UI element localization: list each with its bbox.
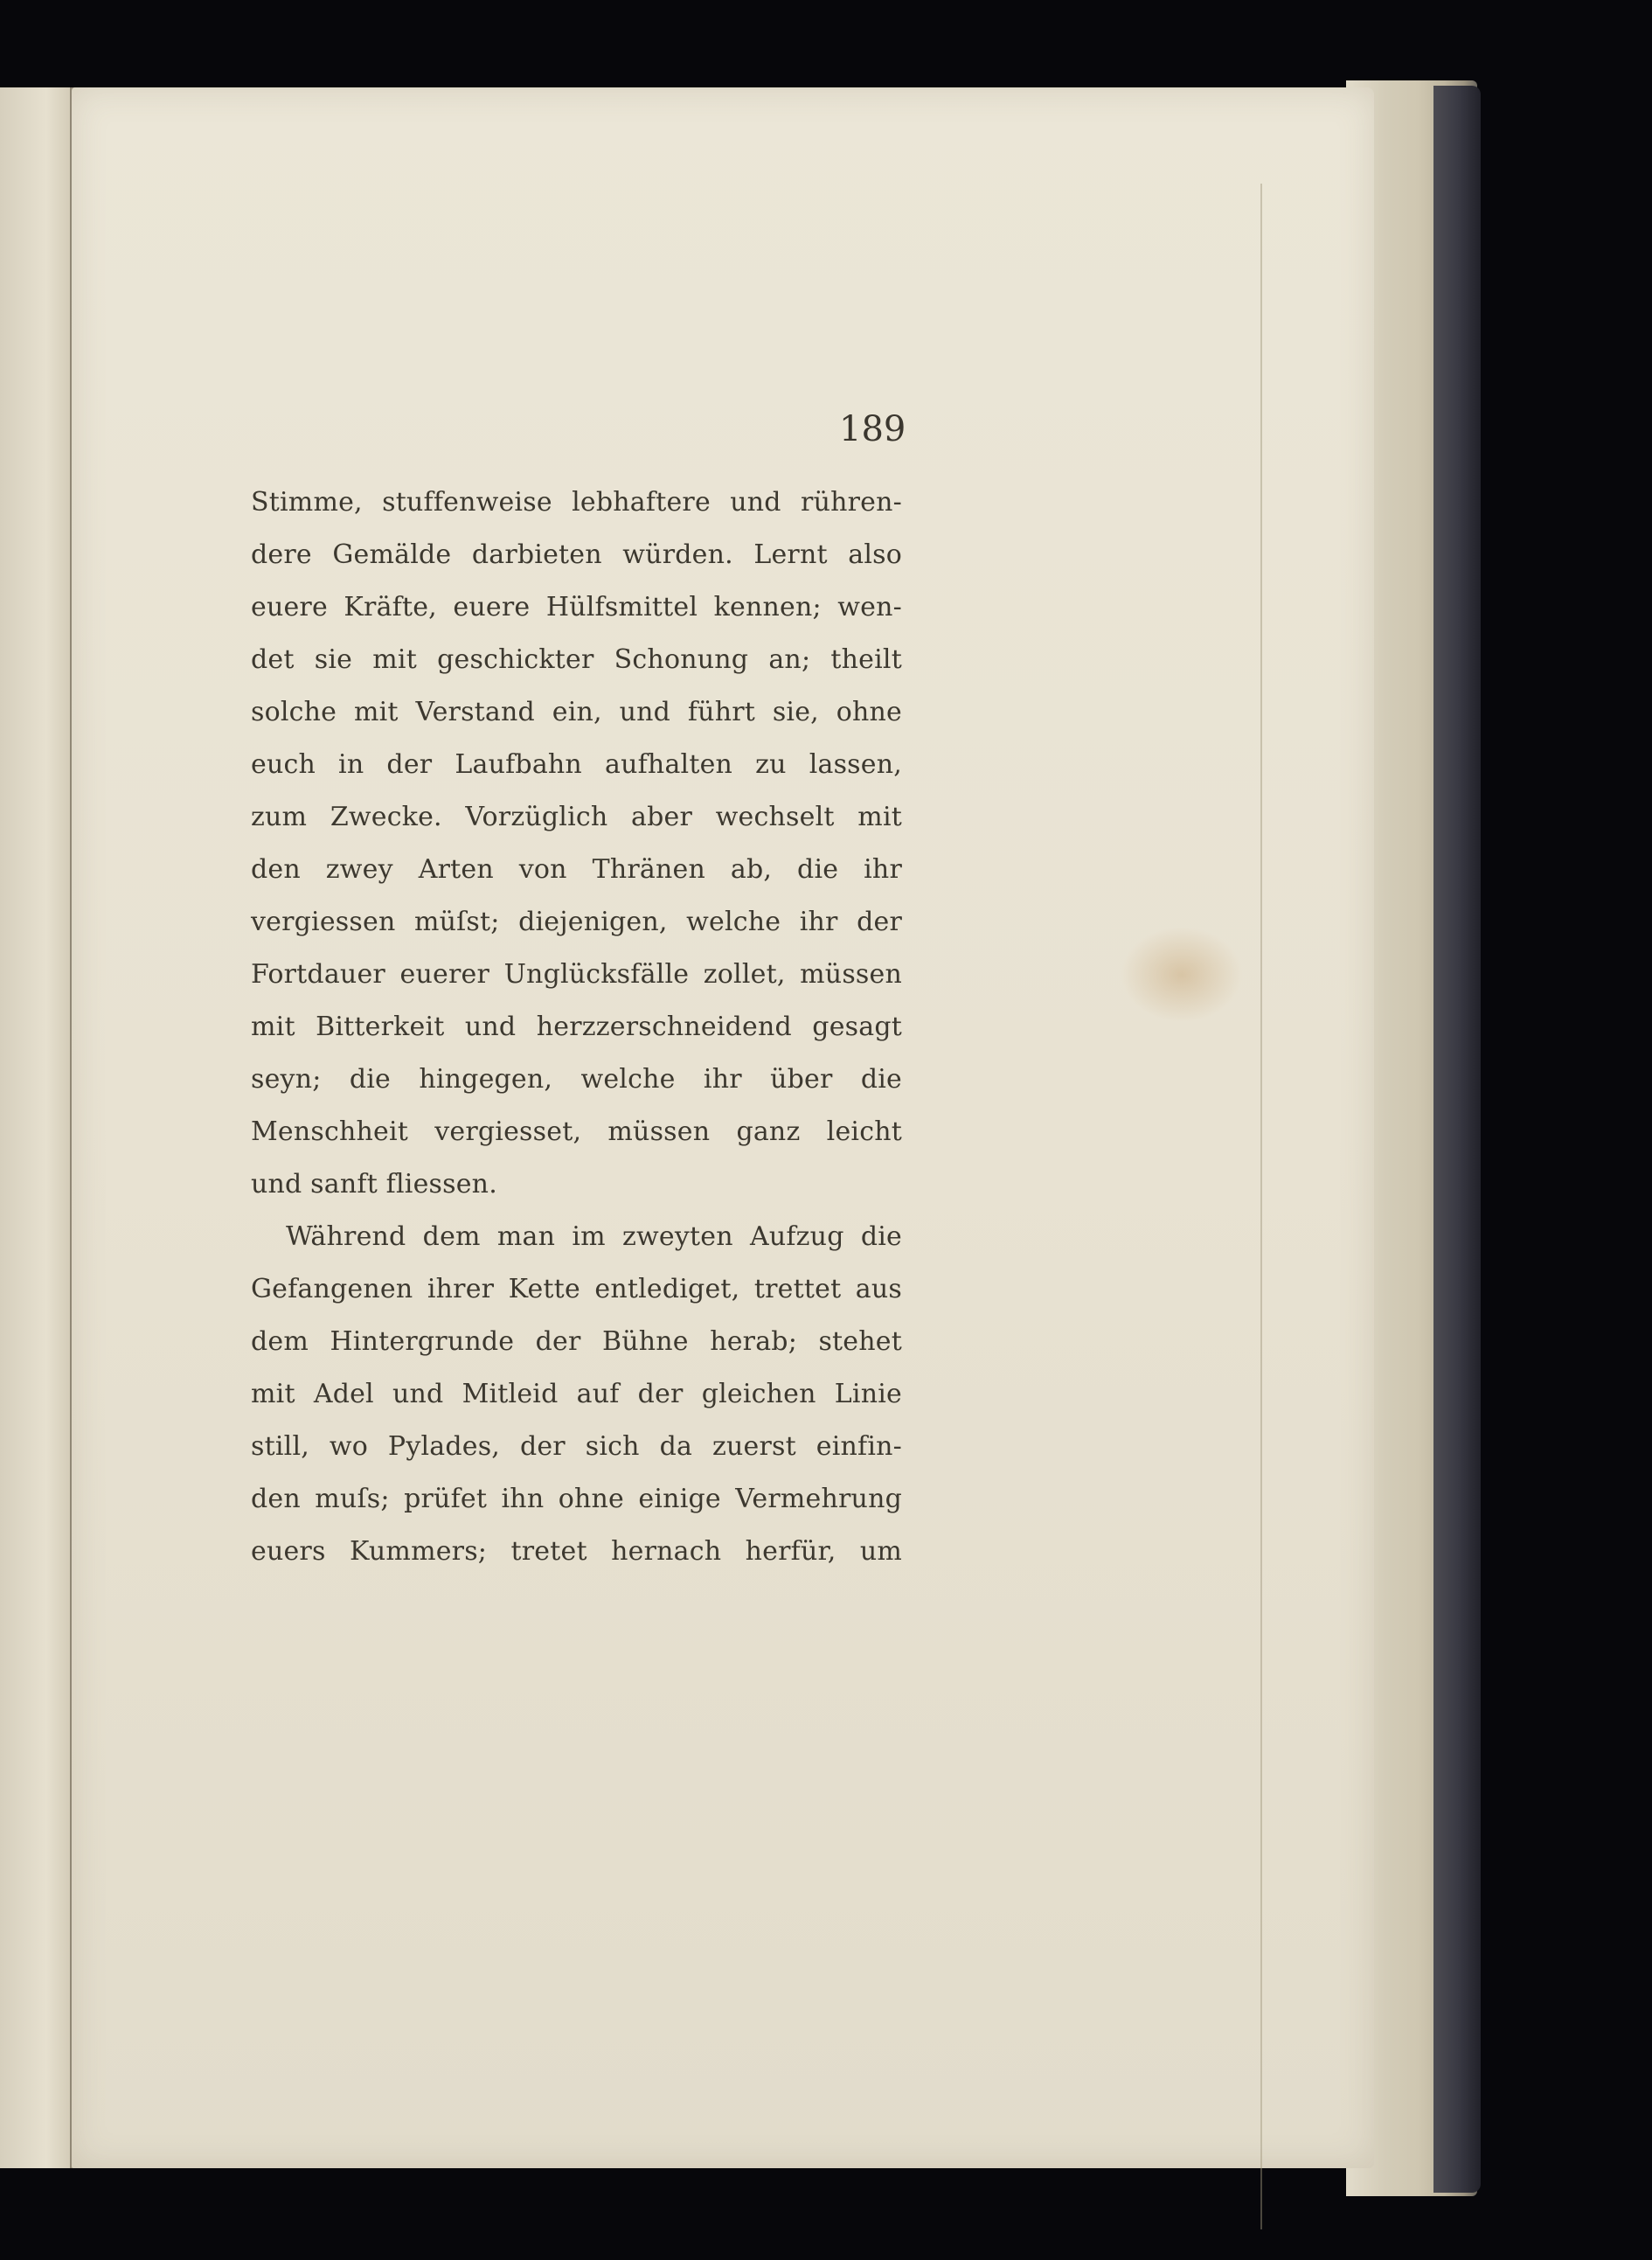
text-line: seyn; die hingegen, welche ihr über die bbox=[251, 1064, 902, 1095]
text-line: euch in der Laufbahn aufhalten zu lassen, bbox=[251, 749, 902, 780]
text-line: zum Zwecke. Vorzüglich aber wechselt mit bbox=[251, 802, 902, 832]
text-line: Stimme, stuffenweise lebhaftere und rühren- bbox=[251, 487, 902, 518]
text-line: den muſs; prüfet ihn ohne einige Vermehrung bbox=[251, 1484, 902, 1514]
text-line: mit Adel und Mitleid auf der gleichen Linie bbox=[251, 1379, 902, 1409]
book-cover-edge bbox=[1433, 86, 1481, 2193]
facing-page-edge bbox=[0, 87, 79, 2168]
text-line: dere Gemälde darbieten würden. Lernt also bbox=[251, 539, 902, 570]
text-line: Gefangenen ihrer Kette entlediget, trettet aus bbox=[251, 1274, 902, 1304]
text-line: mit Bitterkeit und herzzerschneidend gesagt bbox=[251, 1012, 902, 1042]
text-line: Fortdauer euerer Unglücksfälle zollet, müssen bbox=[251, 959, 902, 990]
text-line: euere Kräfte, euere Hülfsmittel kennen; wen- bbox=[251, 592, 902, 622]
body-text bbox=[251, 476, 902, 1578]
text-line: vergiessen müſst; diejenigen, welche ihr der bbox=[251, 907, 902, 937]
text-line: euers Kummers; tretet hernach herfür, um bbox=[251, 1536, 902, 1567]
text-line: Menschheit vergiesset, müssen ganz leicht bbox=[251, 1116, 902, 1147]
paragraph bbox=[251, 1211, 902, 1578]
page-fold-line bbox=[1260, 184, 1262, 2229]
text-line: den zwey Arten von Thränen ab, die ihr bbox=[251, 854, 902, 885]
text-line: Während dem man im zweyten Aufzug die bbox=[286, 1221, 902, 1252]
paper-stain bbox=[1121, 927, 1243, 1023]
text-line: det sie mit geschickter Schonung an; theilt bbox=[251, 644, 902, 675]
text-line: still, wo Pylades, der sich da zuerst einfin- bbox=[251, 1431, 902, 1462]
text-line: solche mit Verstand ein, und führt sie, ohne bbox=[251, 697, 902, 727]
text-line: dem Hintergrunde der Bühne herab; stehet bbox=[251, 1326, 902, 1357]
page-number: 189 bbox=[839, 409, 906, 449]
paragraph bbox=[251, 476, 902, 1211]
text-line: und sanft fliessen. bbox=[251, 1169, 497, 1200]
